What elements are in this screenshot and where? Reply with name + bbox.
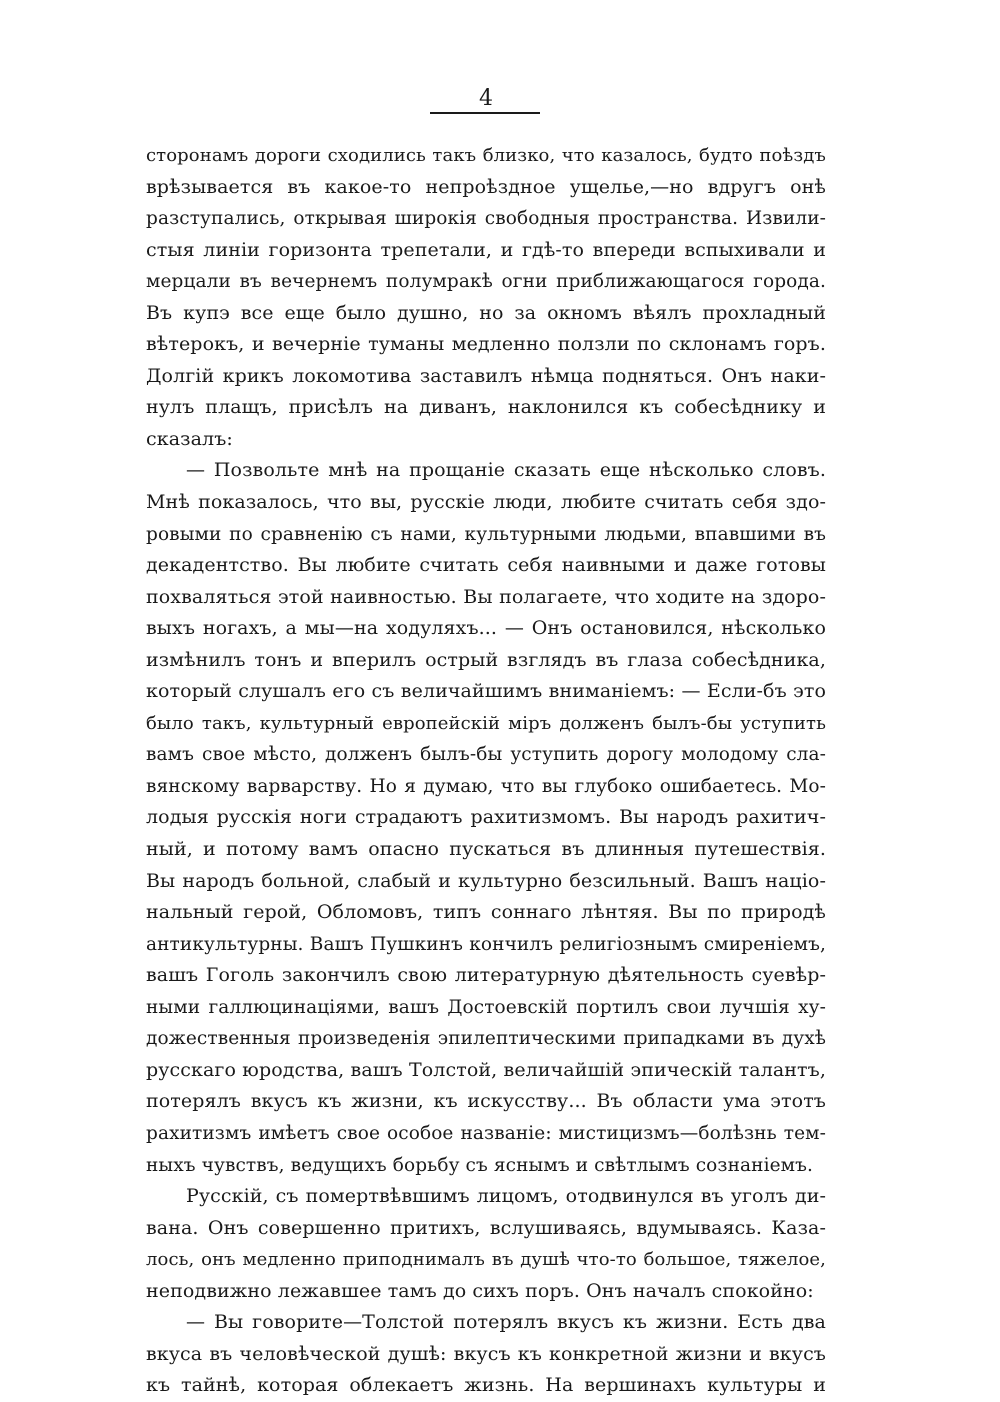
text-line: нальный герой, Обломовъ, типъ соннаго лѣнтяя. Вы по природѣ bbox=[146, 901, 826, 924]
text-line: — Вы говорите—Толстой потерялъ вкусъ къ жизни. Есть два bbox=[186, 1311, 826, 1334]
text-line: — Позвольте мнѣ на прощаніе сказать еще нѣсколько словъ. bbox=[186, 459, 826, 482]
text-line: русскаго юродства, вашъ Толстой, величайшій эпическій талантъ, bbox=[146, 1058, 826, 1081]
text-line: разступались, открывая широкія свободныя пространства. Извили- bbox=[146, 208, 826, 230]
text-line: вѣтерокъ, и вечерніе туманы медленно ползли по склонамъ горъ. bbox=[146, 333, 826, 356]
text-line: антикультурны. Вашъ Пушкинъ кончилъ религіознымъ смиреніемъ, bbox=[146, 933, 826, 955]
text-line: похваляться этой наивностью. Вы полагаете, что ходите на здоро- bbox=[146, 585, 826, 608]
text-line: измѣнилъ тонъ и вперилъ острый взглядъ въ глаза собесѣдника, bbox=[146, 648, 826, 671]
text-line: ный, и потому вамъ опасно пускаться въ длинныя путешествія. bbox=[146, 838, 826, 861]
text-line: лодыя русскія ноги страдаютъ рахитизмомъ. Вы народъ рахитич- bbox=[146, 806, 826, 829]
text-line: дожественныя произведенія эпилептическими припадками въ духѣ bbox=[146, 1028, 826, 1050]
text-line: стыя линіи горизонта трепетали, и гдѣ-то впереди вспыхивали и bbox=[146, 238, 826, 261]
text-line: Въ купэ все еще было душно, но за окномъ вѣялъ прохладный bbox=[146, 301, 826, 324]
header-rule bbox=[430, 112, 540, 114]
text-line: Вы народъ больной, слабый и культурно безсильный. Вашъ націо- bbox=[146, 869, 826, 892]
text-line: нулъ плащъ, присѣлъ на диванъ, наклонился къ собесѣднику и bbox=[146, 396, 826, 419]
text-line: вкуса въ человѣческой душѣ: вкусъ къ конкретной жизни и вкусъ bbox=[146, 1342, 826, 1365]
text-line: было такъ, культурный европейскій міръ долженъ былъ-бы уступить bbox=[146, 712, 826, 734]
text-line: врѣзывается въ какое-то непроѣздное ущелье,—но вдругъ онѣ bbox=[146, 175, 826, 198]
text-line: вашъ Гоголь закончилъ свою литературную дѣятельность суевѣр- bbox=[146, 964, 826, 987]
text-line: выхъ ногахъ, а мы—на ходуляхъ... — Онъ остановился, нѣсколько bbox=[146, 617, 826, 640]
text-line: ными галлюцинаціями, вашъ Достоевскій портилъ свои лучшія ху- bbox=[146, 996, 826, 1018]
text-line: рахитизмъ имѣетъ свое особое названіе: мистицизмъ—болѣзнь тем- bbox=[146, 1122, 826, 1144]
text-line: вамъ свое мѣсто, долженъ былъ-бы уступить дорогу молодому сла- bbox=[146, 744, 826, 766]
text-line: Мнѣ показалось, что вы, русскіе люди, любите считать себя здо- bbox=[146, 491, 826, 514]
text-line: потерялъ вкусъ къ жизни, къ искусству... Въ области ума этотъ bbox=[146, 1090, 826, 1113]
text-line: ровыми по сравненію съ нами, культурными людьми, впавшими въ bbox=[146, 523, 826, 545]
text-line: который слушалъ его съ величайшимъ вниманіемъ: — Если-бъ это bbox=[146, 680, 826, 703]
text-line: сказалъ: bbox=[146, 427, 233, 450]
text-line: вана. Онъ совершенно притихъ, вслушиваясь, вдумываясь. Каза- bbox=[146, 1216, 826, 1239]
text-line: Долгій крикъ локомотива заставилъ нѣмца подняться. Онъ наки- bbox=[146, 364, 826, 387]
text-line: Русскій, съ помертвѣвшимъ лицомъ, отодвинулся въ уголъ ди- bbox=[186, 1185, 826, 1208]
text-line: неподвижно лежавшее тамъ до сихъ поръ. Онъ началъ спокойно: bbox=[146, 1279, 814, 1302]
text-line: ныхъ чувствъ, ведущихъ борьбу съ яснымъ и свѣтлымъ сознаніемъ. bbox=[146, 1154, 813, 1176]
text-line: сторонамъ дороги сходились такъ близко, что казалось, будто поѣздъ bbox=[146, 145, 826, 166]
text-line: вянскому варварству. Но я думаю, что вы глубоко ошибаетесь. Мо- bbox=[146, 775, 826, 797]
page-number: 4 bbox=[479, 86, 493, 111]
body-text bbox=[146, 140, 826, 1402]
text-line: къ тайнѣ, которая облекаетъ жизнь. На вершинахъ культуры и bbox=[146, 1374, 826, 1397]
text-line: мерцали въ вечернемъ полумракѣ огни приближающагося города. bbox=[146, 271, 826, 293]
text-line: декадентство. Вы любите считать себя наивными и даже готовы bbox=[146, 554, 826, 577]
text-line: лось, онъ медленно приподнималъ въ душѣ что-то большое, тяжелое, bbox=[146, 1249, 826, 1271]
